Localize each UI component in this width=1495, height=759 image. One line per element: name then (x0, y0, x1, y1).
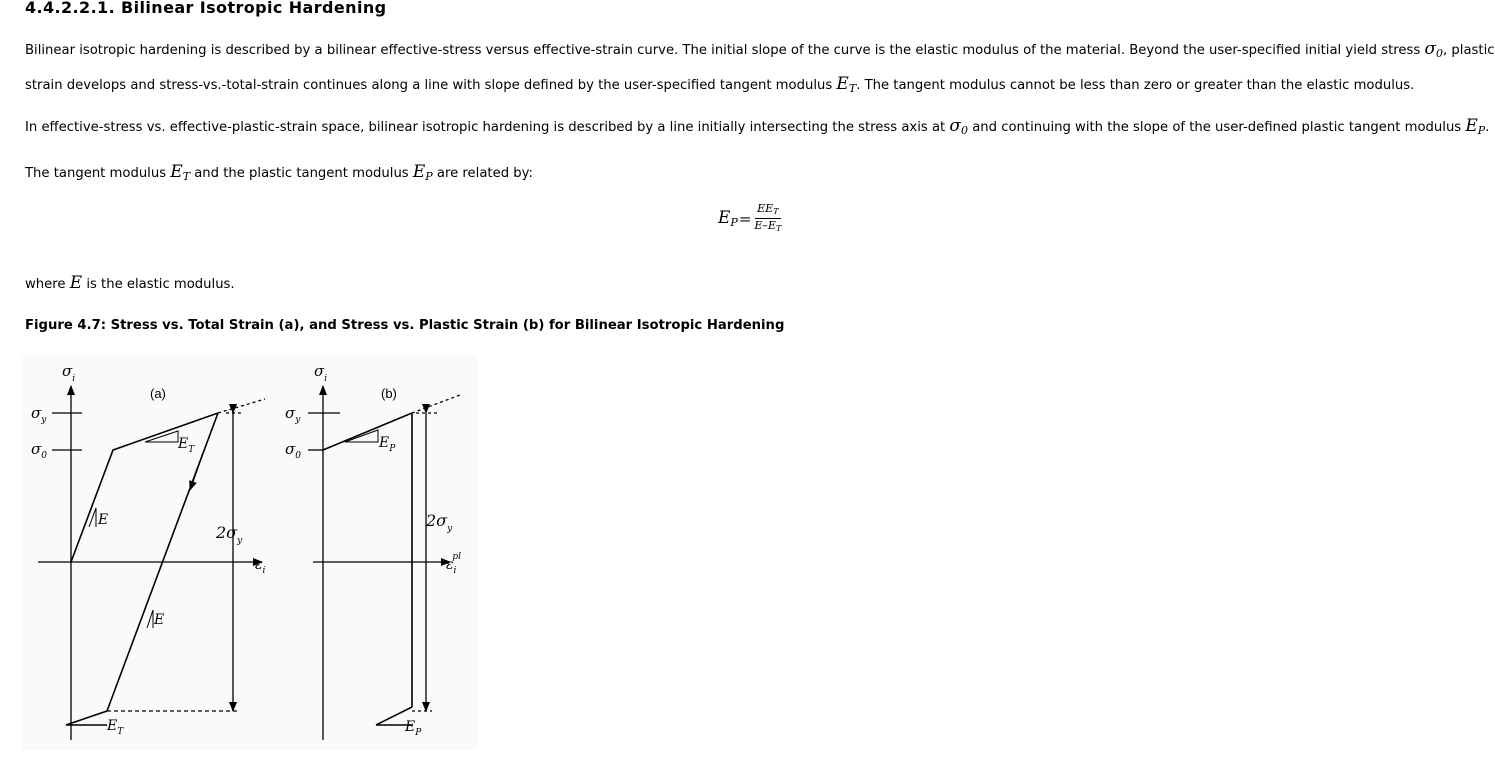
plastic-modulus-symbol: $E_P$ (1465, 116, 1486, 137)
text-run: . The tangent modulus cannot be less than zero or greater than the elastic modulus. (856, 78, 1415, 93)
equation-lhs: $E_P$ (718, 208, 738, 229)
slope-label-e-unload: E (154, 612, 165, 628)
text-run: where (25, 277, 70, 292)
text-run: strain develops and stress-vs.-total-strain continues along a line with slope defined by the user-specified tangent modulus (25, 78, 837, 93)
paragraph-1-line-2 (25, 69, 1495, 104)
sigma-symbol: $\sigma_0$ (949, 116, 969, 137)
equation-denominator: $E-E_T$ (754, 219, 782, 233)
panel-b-label: (b) (381, 386, 397, 401)
text-run: is the elastic modulus. (82, 277, 235, 292)
panel-a-label: (a) (150, 386, 166, 401)
plastic-strain-axis-label: $\varepsilon_ipl$ (446, 552, 462, 576)
paragraph-4 (25, 268, 235, 300)
paragraph-1 (25, 34, 1495, 104)
slope-label-ep: $E_P$ (379, 435, 396, 454)
text-run: are related by: (432, 166, 533, 181)
equals-sign: = (738, 209, 752, 228)
text-run: The tangent modulus (25, 166, 171, 181)
text-run: , plastic (1443, 43, 1495, 58)
range-label: $2\sigma_y$ (216, 523, 243, 546)
slope-label-e: E (98, 512, 109, 528)
text-run: Bilinear isotropic hardening is described by a bilinear effective-stress versus effective-strain curve. The initial slope of the curve is the elastic modulus of the material. Beyond the user-specified initial yield stress (25, 43, 1425, 58)
text-run: and continuing with the slope of the user-defined plastic tangent modulus (968, 120, 1466, 135)
equation-fraction (752, 202, 783, 235)
tick-label-initial-yield: $\sigma_0$ (285, 440, 301, 461)
paragraph-3 (25, 157, 533, 192)
stress-axis-label: $\sigma_i$ (62, 362, 76, 384)
elastic-modulus-symbol: E (69, 273, 83, 293)
paragraph-1-line-1 (25, 34, 1495, 69)
sigma-symbol: $\sigma_0$ (1424, 39, 1444, 60)
strain-axis-label: $\varepsilon_i$ (255, 557, 266, 576)
tick-label-initial-yield: $\sigma_0$ (31, 440, 47, 461)
slope-label-et-bottom: $E_T$ (107, 718, 124, 737)
range-label: $2\sigma_y$ (426, 511, 453, 534)
text-run: . (1485, 120, 1490, 135)
section-heading: 4.4.2.2.1. Bilinear Isotropic Hardening (25, 0, 387, 17)
tick-label-yield: $\sigma_y$ (285, 404, 301, 425)
hardening-figure (0, 350, 480, 750)
equation-numerator: $EE_T$ (755, 202, 780, 219)
tick-label-yield: $\sigma_y$ (31, 404, 47, 425)
tangent-modulus-symbol: $E_T$ (836, 74, 857, 95)
plastic-modulus-symbol: $E_P$ (412, 162, 433, 183)
slope-label-ep-bottom: $E_P$ (405, 719, 422, 738)
slope-label-et: $E_T$ (178, 436, 195, 455)
paragraph-2 (25, 111, 1489, 146)
text-run: In effective-stress vs. effective-plastic-strain space, bilinear isotropic hardening is described by a line initially intersecting the stress axis at (25, 120, 950, 135)
stress-axis-label: $\sigma_i$ (314, 362, 328, 384)
tangent-modulus-symbol: $E_T$ (170, 162, 191, 183)
figure-caption: Figure 4.7: Stress vs. Total Strain (a), and Stress vs. Plastic Strain (b) for Bilinear Isotropic Hardening (25, 318, 785, 333)
text-run: and the plastic tangent modulus (190, 166, 413, 181)
modulus-equation (718, 202, 783, 235)
